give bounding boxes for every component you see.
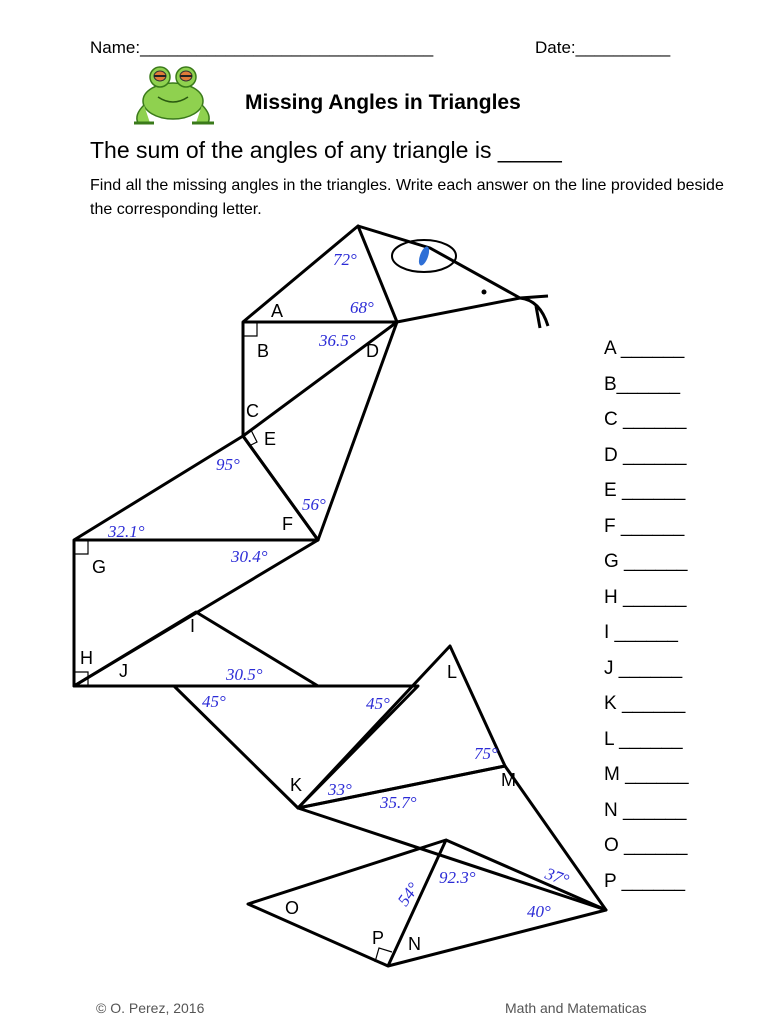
answer-line-k[interactable]: K ______ <box>604 693 686 714</box>
answer-line-b[interactable]: B______ <box>604 373 681 395</box>
answer-line-a[interactable]: A ______ <box>604 338 685 359</box>
angle-33: 33° <box>328 780 352 799</box>
answer-line-g[interactable]: G ______ <box>604 551 688 572</box>
point-label-h: H <box>80 648 93 668</box>
site-credit: Math and Matematicas <box>505 1000 647 1016</box>
point-label-c: C <box>246 401 259 421</box>
angle-37: 37° <box>542 863 572 890</box>
angle-45-right: 45° <box>366 694 390 713</box>
answer-line-m[interactable]: M ______ <box>604 764 689 785</box>
answer-line-d[interactable]: D ______ <box>604 444 687 466</box>
answer-line-n[interactable]: N ______ <box>604 799 687 821</box>
answer-line-j[interactable]: J ______ <box>604 657 683 679</box>
point-label-n: N <box>408 934 421 954</box>
point-label-a: A <box>271 301 284 321</box>
angle-45-left: 45° <box>202 692 226 711</box>
angle-35-7: 35.7° <box>380 793 417 812</box>
point-label-e: E <box>264 429 277 449</box>
angle-72: 72° <box>333 250 357 269</box>
page-title: Missing Angles in Triangles <box>245 91 521 114</box>
answer-line-h[interactable]: H ______ <box>604 586 687 608</box>
date-field[interactable]: Date:__________ <box>535 38 671 57</box>
angle-54: 54° <box>393 879 423 910</box>
point-label-i: I <box>190 616 196 636</box>
point-label-b: B <box>257 341 270 361</box>
point-label-p: P <box>372 928 385 948</box>
point-label-m: M <box>501 770 516 790</box>
answer-line-e[interactable]: E ______ <box>604 480 686 501</box>
point-label-f: F <box>282 514 293 534</box>
angle-32-1: 32.1° <box>108 522 145 541</box>
angle-56: 56° <box>302 495 326 514</box>
point-label-k: K <box>290 775 303 795</box>
angle-75: 75° <box>474 744 498 763</box>
point-label-o: O <box>285 898 300 918</box>
angle-30-4: 30.4° <box>231 547 268 566</box>
answer-line-c[interactable]: C ______ <box>604 409 687 430</box>
point-label-g: G <box>92 557 107 577</box>
answer-line-f[interactable]: F ______ <box>604 515 685 537</box>
point-label-j: J <box>119 661 128 681</box>
point-label-d: D <box>366 341 379 361</box>
name-field[interactable]: Name:_______________________________ <box>90 38 434 57</box>
angle-36-5: 36.5° <box>319 331 356 350</box>
answer-line-o[interactable]: O ______ <box>604 835 688 856</box>
answer-line-p[interactable]: P ______ <box>604 870 686 892</box>
answer-line-l[interactable]: L ______ <box>604 728 683 750</box>
instructions: Find all the missing angles in the triangles. Write each answer on the line provided beside the corresponding letter. <box>90 177 724 218</box>
answer-list <box>604 336 689 904</box>
angle-95: 95° <box>216 455 240 474</box>
angle-68: 68° <box>350 298 374 317</box>
angle-30-5: 30.5° <box>226 665 263 684</box>
answer-line-i[interactable]: I ______ <box>604 622 678 643</box>
sum-statement: The sum of the angles of any triangle is _____ <box>90 137 562 163</box>
copyright: © O. Perez, 2016 <box>96 1000 205 1016</box>
angle-92-3: 92.3° <box>439 868 476 887</box>
point-label-l: L <box>447 662 458 682</box>
angle-40: 40° <box>527 902 551 921</box>
